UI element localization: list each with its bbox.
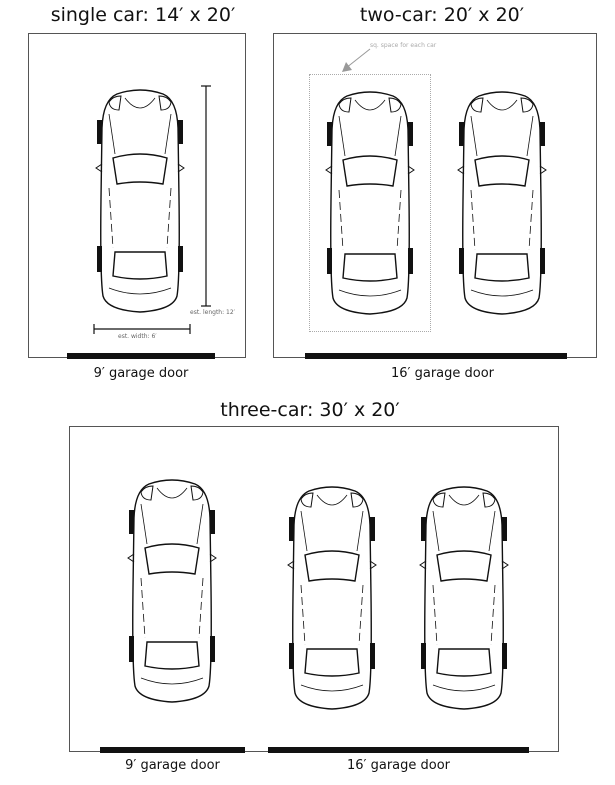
car-top-view-icon — [457, 90, 547, 315]
length-note: est. length: 12′ — [190, 309, 236, 316]
car-top-view-icon — [287, 485, 377, 710]
single-garage-door — [67, 353, 215, 359]
footprint-note: sq. space for each car — [370, 42, 437, 49]
length-dimension-line — [198, 84, 214, 310]
two-car-title: two-car: 20′ x 20′ — [359, 4, 525, 26]
width-note: est. width: 6′ — [118, 333, 157, 340]
footprint-arrow-icon — [338, 46, 372, 74]
three-door-label-left: 9′ garage door — [125, 758, 220, 773]
three-garage-door-left — [100, 747, 245, 753]
two-garage-door — [305, 353, 567, 359]
three-car-title: three-car: 30′ x 20′ — [220, 399, 400, 421]
single-door-label: 9′ garage door — [93, 366, 189, 381]
three-door-label-right: 16′ garage door — [346, 758, 451, 773]
three-garage-door-right — [268, 747, 529, 753]
car-top-view-icon — [419, 485, 509, 710]
single-car-title: single car: 14′ x 20′ — [50, 4, 236, 26]
car-top-view-icon — [325, 90, 415, 315]
two-door-label: 16′ garage door — [390, 366, 495, 381]
car-top-view-icon — [127, 478, 217, 703]
car-top-view-icon — [95, 88, 185, 313]
